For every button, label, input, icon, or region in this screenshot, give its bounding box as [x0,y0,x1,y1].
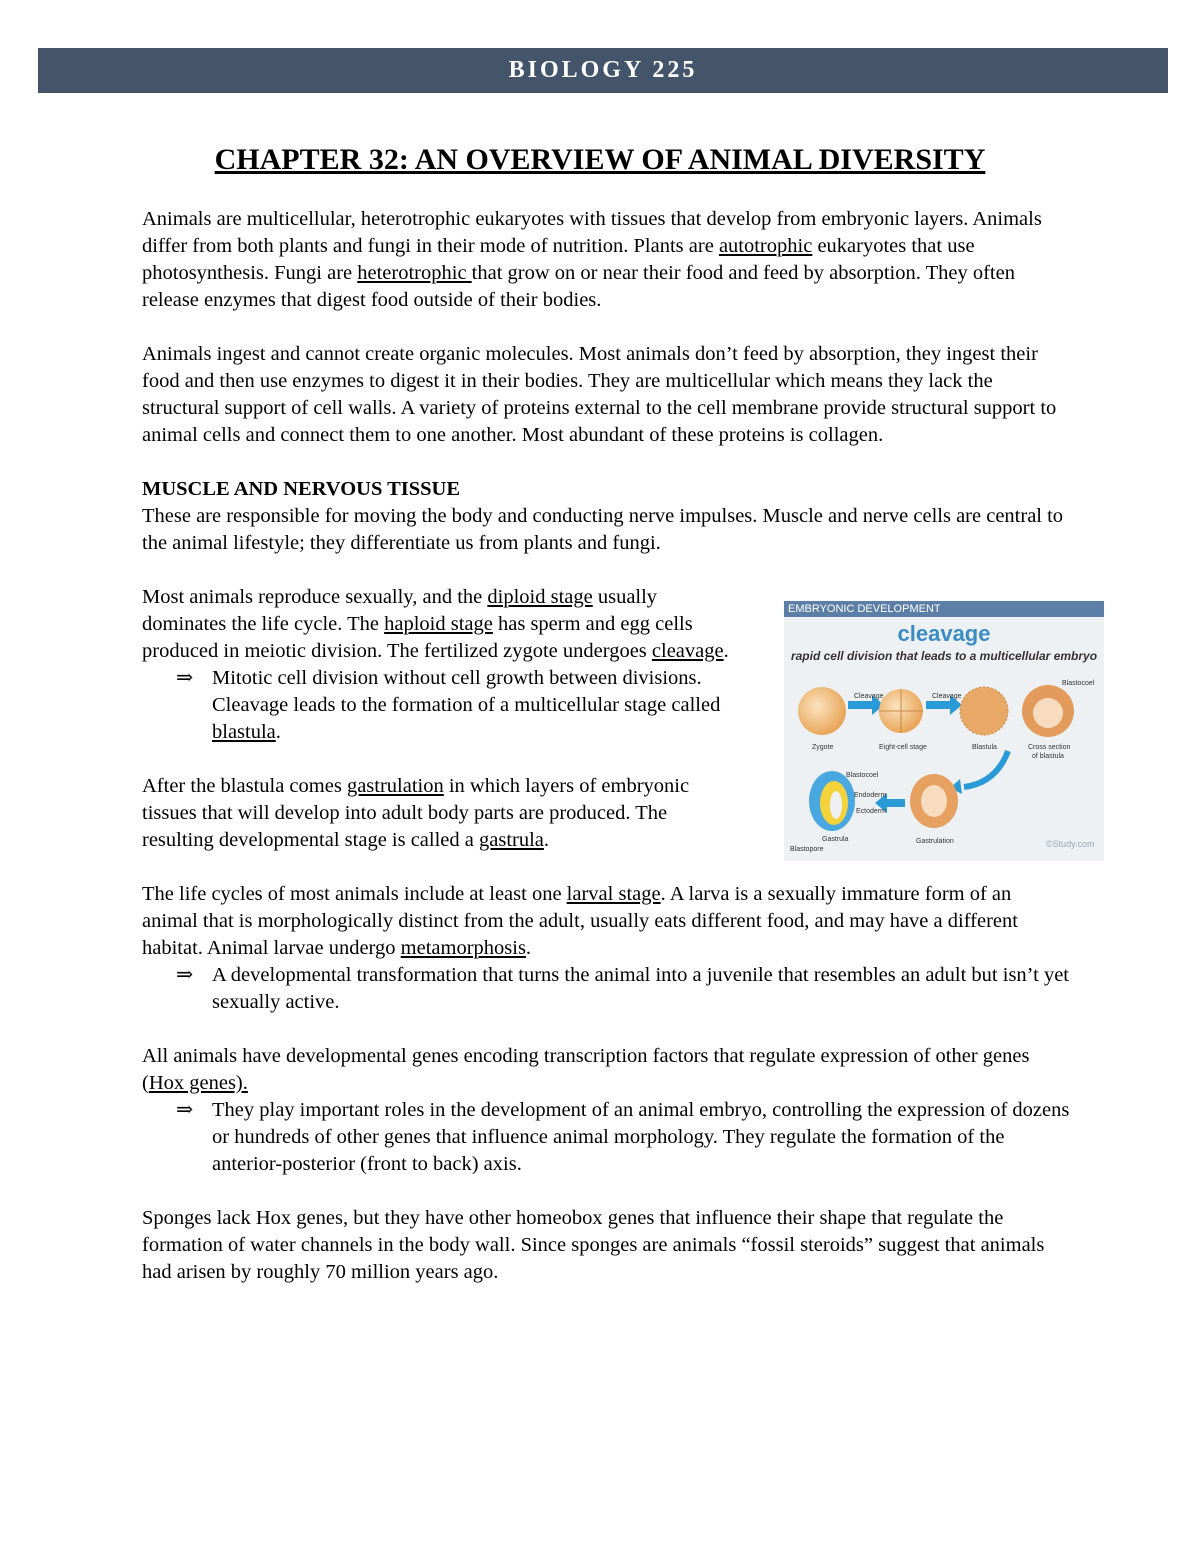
paragraph-nutrition: Animals ingest and cannot create organic molecules. Most animals don’t feed by absorption, they ingest their food and then use enzymes to digest it in their bodies. They are multicellular which means they lack the structural support of cell walls. A variety of proteins external to the cell membrane provide structural support to animal cells and connect them to one another. Most abundant of these proteins is collagen. [142,343,1057,446]
term-blastula: blastula [212,721,276,743]
term-gastrula: gastrula [479,829,544,851]
figure-banner: EMBRYONIC DEVELOPMENT [784,601,1104,617]
zygote-cell [798,687,846,735]
label-blastopore: Blastopore [790,846,824,853]
label-cleavage-2: Cleavage [932,693,962,700]
paragraph-larval: The life cycles of most animals include at least one larval stage. A larva is a sexually immature form of an animal that is morphologically distinct from the adult, usually eats different food, and may have a different habitat. Animal larvae undergo metamorphosis. [142,883,1018,959]
term-larval-stage: larval stage [566,883,661,905]
bullet-cleavage: ⇒ Mitotic cell division without cell growth between divisions. Cleavage leads to the formation of a multicellular stage called blastula. [142,665,742,746]
label-ectoderm: Ectoderm [856,808,886,815]
term-haploid-stage: haploid stage [384,613,493,635]
label-blastula: Blastula [972,744,997,751]
bullet-metamorphosis: ⇒ A developmental transformation that turns the animal into a juvenile that resembles an adult but isn’t yet sexually active. [142,962,1072,1016]
label-cleavage-1: Cleavage [854,693,884,700]
term-cleavage: cleavage [651,640,724,662]
bullet-hox: ⇒ They play important roles in the development of an animal embryo, controlling the expression of dozens or hundreds of other genes that influence animal morphology. They regulate the formation of the anterior-posterior (front to back) axis. [142,1097,1072,1178]
term-gastrulation: gastrulation [346,775,444,797]
paragraph-reproduction: Most animals reproduce sexually, and the diploid stage usually dominates the life cycle. The haploid stage has sperm and egg cells produced in meiotic division. The fertilized zygote undergoes cleavage. [142,586,729,662]
paragraph-gastrulation: After the blastula comes gastrulation in which layers of embryonic tissues that will develop into adult body parts are produced. The resulting developmental stage is called a gastrula. [142,775,690,851]
watermark: ©Study.com [1046,839,1095,849]
paragraph-sponges: Sponges lack Hox genes, but they have other homeobox genes that influence their shape that regulate the formation of water channels in the body wall. Since sponges are animals “fossil steroids” suggest that animals had arisen by roughly 70 million years ago. [142,1207,1045,1283]
label-endoderm: Endoderm [854,792,887,799]
label-of-blastula: of blastula [1032,753,1064,760]
figure-subtitle: rapid cell division that leads to a multicellular embryo [790,649,1098,663]
chapter-title: CHAPTER 32: AN OVERVIEW OF ANIMAL DIVERSITY [214,143,986,176]
term-autotrophic: autotrophic [718,235,813,257]
curved-arrow-icon [964,751,1008,787]
label-gastrulation: Gastrulation [916,838,954,845]
label-zygote: Zygote [812,744,834,751]
paragraph-intro: Animals are multicellular, heterotrophic eukaryotes with tissues that develop from embryonic layers. Animals differ from both plants and fungi in their mode of nutrition. Plants are autotrophic eukaryotes that use photosynthesis. Fungi are heterotrophic that grow on or near their food and feed by absorption. They often release enzymes that digest food outside of their bodies. [142,208,1042,311]
term-diploid-stage: diploid stage [487,586,593,608]
label-gastrula: Gastrula [822,836,849,843]
arrow-icon: ⇒ [176,667,194,689]
course-title: BIOLOGY 225 [508,57,698,83]
label-cross-section: Cross section [1028,744,1071,751]
section-heading: MUSCLE AND NERVOUS TISSUE [142,478,461,500]
label-eight-cell: Eight-cell stage [879,744,927,751]
cleavage-figure [784,601,1104,861]
arrow-icon: ⇒ [176,964,194,986]
arrow-icon: ⇒ [176,1099,194,1121]
term-heterotrophic: heterotrophic [357,262,472,284]
embryo-diagram [784,601,1104,861]
paragraph-tissue: These are responsible for moving the body and conducting nerve impulses. Muscle and nerve cells are central to the animal lifestyle; they differentiate us from plants and fungi. [142,505,1064,554]
term-metamorphosis: metamorphosis [400,937,526,959]
figure-title: cleavage [897,621,991,646]
term-hox-genes: Hox genes). [148,1072,248,1094]
label-blastocoel: Blastocoel [846,772,879,779]
label-blastocoel-top: Blastocoel [1062,680,1095,687]
paragraph-hox: All animals have developmental genes encoding transcription factors that regulate expression of other genes (Hox genes). [142,1045,1030,1094]
header-bar [38,48,1168,93]
